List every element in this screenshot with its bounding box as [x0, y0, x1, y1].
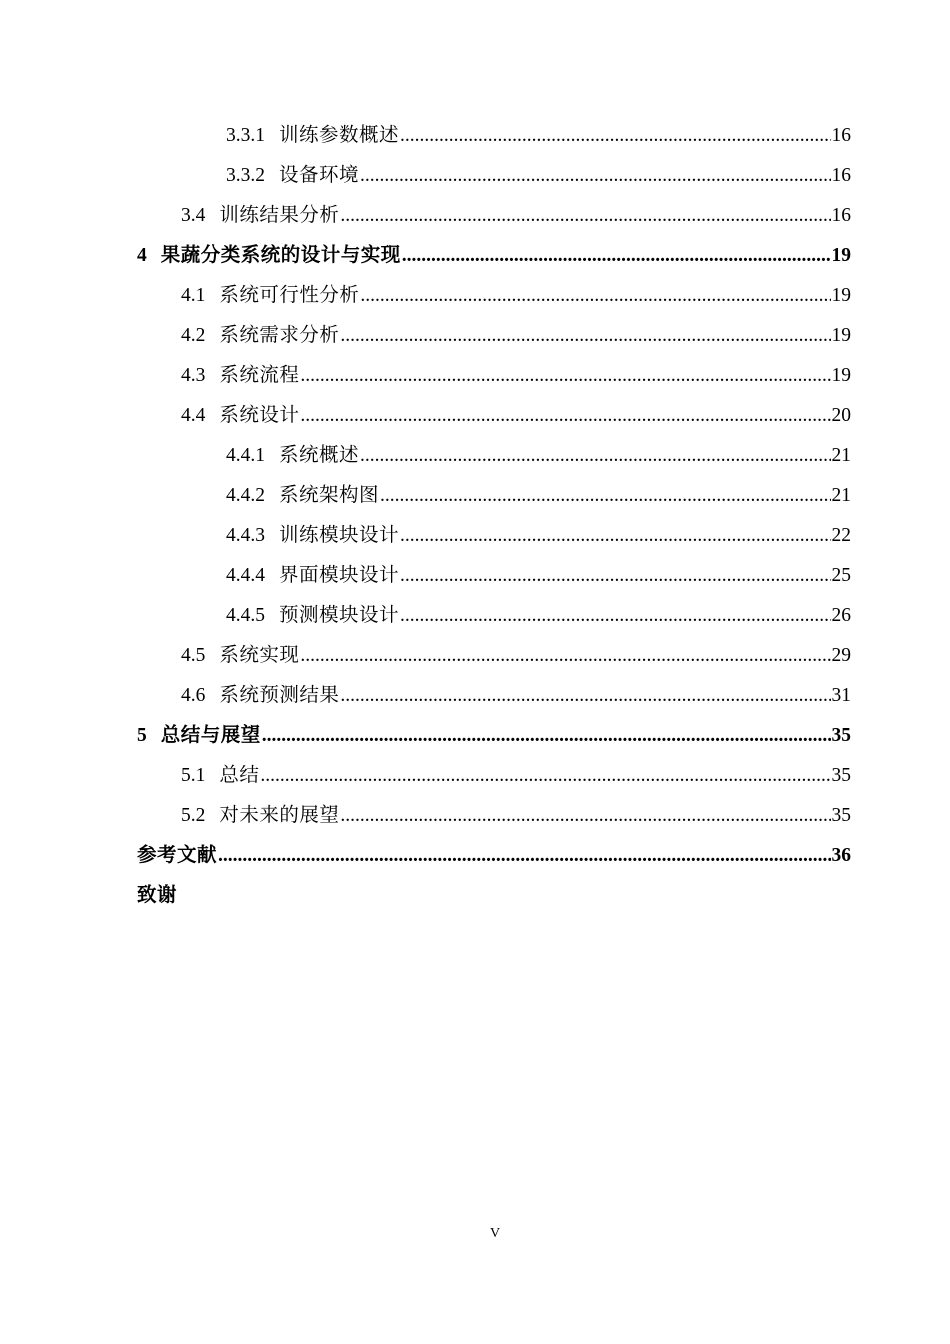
toc-entry-title: 系统预测结果	[219, 685, 340, 706]
toc-entry-4-4[interactable]	[137, 396, 851, 436]
toc-entry-number: 4.3	[181, 365, 206, 386]
toc-entry-4-2[interactable]	[137, 316, 851, 356]
toc-entry-title: 系统概述	[279, 445, 360, 466]
dot-leader	[400, 556, 830, 596]
toc-entry-4-6[interactable]	[137, 676, 851, 716]
dot-leader	[300, 396, 830, 436]
toc-entry-4-4-5[interactable]	[137, 596, 851, 636]
toc-entry-title: 果蔬分类系统的设计与实现	[160, 245, 401, 266]
toc-entry-number: 3.4	[181, 205, 206, 226]
dot-leader	[262, 716, 831, 756]
toc-entry-title: 总结	[219, 765, 260, 786]
toc-entry-title: 训练参数概述	[279, 125, 400, 146]
toc-entry-page: 35	[831, 765, 851, 786]
dot-leader	[260, 756, 830, 796]
toc-entry-page: 16	[831, 205, 851, 226]
dot-leader	[360, 276, 830, 316]
toc-entry-number: 4.1	[181, 285, 206, 306]
page-number: V	[489, 1226, 501, 1241]
toc-entry-4-3[interactable]	[137, 356, 851, 396]
dot-leader	[340, 676, 830, 716]
table-of-contents	[137, 116, 851, 916]
toc-entry-4-5[interactable]	[137, 636, 851, 676]
toc-entry-title: 系统可行性分析	[219, 285, 360, 306]
toc-entry-title: 界面模块设计	[279, 565, 400, 586]
toc-entry-number: 5.2	[181, 805, 206, 826]
dot-leader	[360, 156, 830, 196]
toc-entry-number: 3.3.1	[226, 125, 265, 146]
toc-entry-title: 训练模块设计	[279, 525, 400, 546]
dot-leader	[300, 636, 830, 676]
toc-entry-page: 29	[831, 645, 851, 666]
toc-entry-page: 22	[831, 525, 851, 546]
toc-entry-page: 20	[831, 405, 851, 426]
toc-entry-page: 16	[831, 125, 851, 146]
dot-leader	[340, 796, 830, 836]
toc-entry-4-1[interactable]	[137, 276, 851, 316]
toc-entry-title: 系统架构图	[279, 485, 380, 506]
toc-entry-title: 设备环境	[279, 165, 360, 186]
toc-entry-number: 4.5	[181, 645, 206, 666]
toc-entry-page: 19	[831, 325, 851, 346]
toc-entry-title: 预测模块设计	[279, 605, 400, 626]
toc-entry-title: 参考文献	[137, 845, 218, 866]
toc-entry-number: 4.4.2	[226, 485, 265, 506]
toc-entry-number: 3.3.2	[226, 165, 265, 186]
dot-leader	[340, 316, 830, 356]
toc-entry-5-2[interactable]	[137, 796, 851, 836]
toc-entry-page: 31	[831, 685, 851, 706]
toc-entry-references[interactable]	[137, 836, 851, 876]
toc-entry-title: 系统设计	[219, 405, 300, 426]
toc-entry-4-4-1[interactable]	[137, 436, 851, 476]
toc-entry-title: 致谢	[137, 885, 178, 906]
toc-entry-title: 训练结果分析	[219, 205, 340, 226]
dot-leader	[218, 836, 830, 876]
toc-entry-page: 36	[831, 845, 851, 866]
dot-leader	[360, 436, 830, 476]
dot-leader	[400, 596, 830, 636]
dot-leader	[340, 196, 830, 236]
toc-entry-page: 16	[831, 165, 851, 186]
toc-entry-4-4-3[interactable]	[137, 516, 851, 556]
toc-entry-number: 4.4.4	[226, 565, 265, 586]
dot-leader	[380, 476, 830, 516]
toc-entry-number: 4.4	[181, 405, 206, 426]
toc-entry-3-3-2[interactable]	[137, 156, 851, 196]
toc-entry-number: 4.6	[181, 685, 206, 706]
dot-leader	[400, 116, 830, 156]
toc-entry-page: 35	[831, 805, 851, 826]
toc-entry-number: 4.4.5	[226, 605, 265, 626]
toc-entry-number: 4.4.1	[226, 445, 265, 466]
toc-entry-page: 25	[831, 565, 851, 586]
toc-entry-3-4[interactable]	[137, 196, 851, 236]
toc-entry-number: 4.4.3	[226, 525, 265, 546]
toc-entry-number: 4	[137, 245, 147, 266]
toc-entry-5-1[interactable]	[137, 756, 851, 796]
toc-entry-number: 5	[137, 725, 147, 746]
toc-entry-title: 系统实现	[219, 645, 300, 666]
toc-entry-title: 系统需求分析	[219, 325, 340, 346]
toc-entry-title: 系统流程	[219, 365, 300, 386]
dot-leader	[400, 516, 830, 556]
dot-leader	[402, 236, 831, 276]
toc-entry-title: 对未来的展望	[219, 805, 340, 826]
toc-entry-page: 19	[831, 285, 851, 306]
toc-entry-title: 总结与展望	[160, 725, 261, 746]
toc-entry-5[interactable]	[137, 716, 851, 756]
toc-entry-page: 21	[831, 485, 851, 506]
toc-entry-page: 19	[831, 365, 851, 386]
toc-entry-4-4-2[interactable]	[137, 476, 851, 516]
toc-entry-page: 19	[831, 245, 851, 266]
toc-entry-acknowledgements[interactable]	[137, 876, 851, 916]
toc-entry-number: 4.2	[181, 325, 206, 346]
toc-entry-page: 21	[831, 445, 851, 466]
dot-leader	[300, 356, 830, 396]
toc-entry-number: 5.1	[181, 765, 206, 786]
toc-entry-4[interactable]	[137, 236, 851, 276]
toc-entry-page: 35	[831, 725, 851, 746]
toc-entry-4-4-4[interactable]	[137, 556, 851, 596]
toc-entry-3-3-1[interactable]	[137, 116, 851, 156]
toc-entry-page: 26	[831, 605, 851, 626]
